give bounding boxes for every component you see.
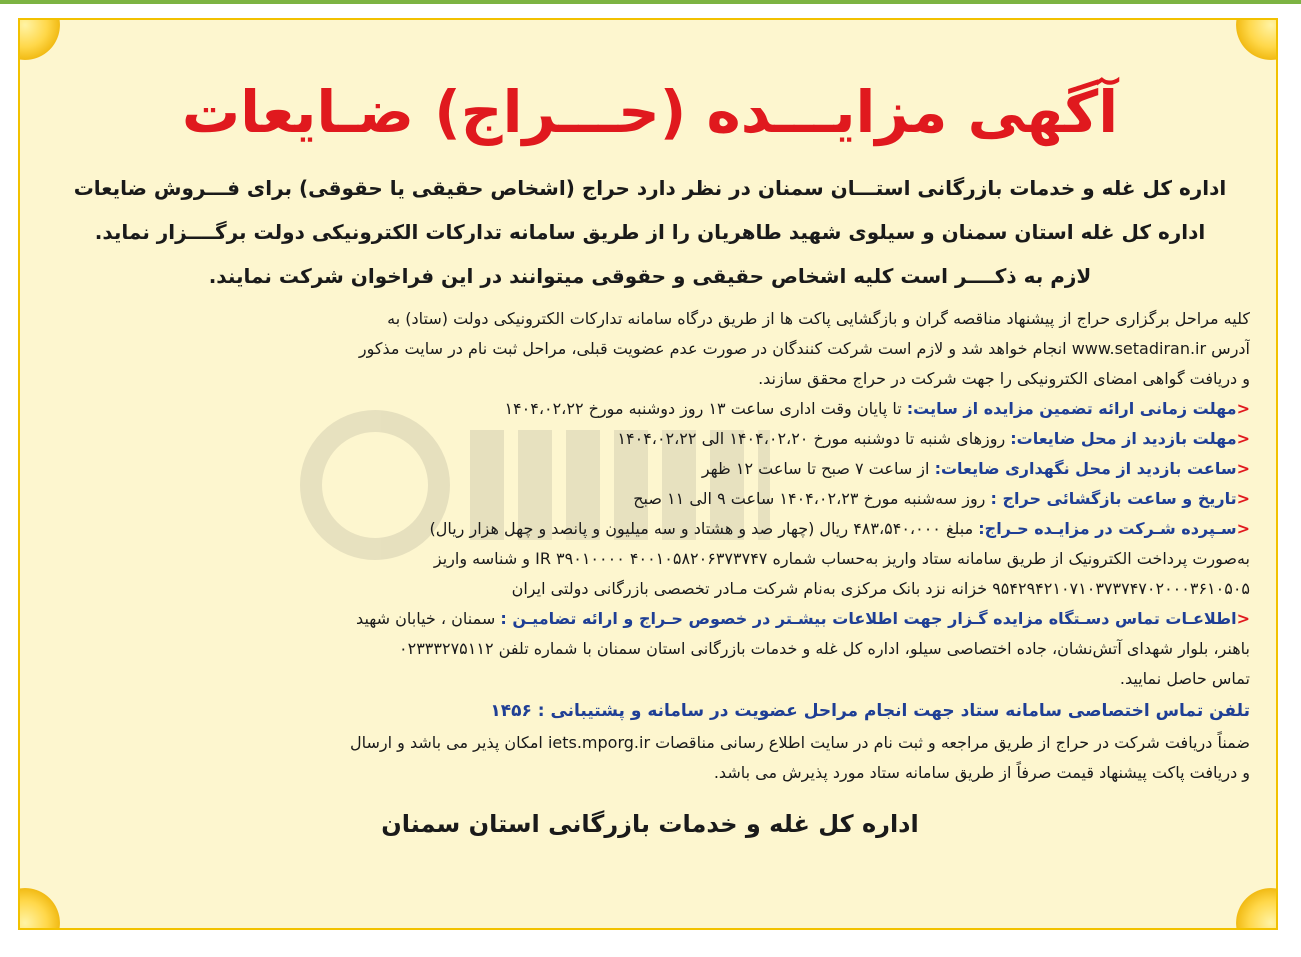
deposit-detail-line: ۹۵۴۲۹۴۲۱۰۷۱۰۳۷۳۷۴۷۰۲۰۰۰۳۶۱۰۵۰۵ خزانه نزد بانک مرکزی به‌نام شرکت مـادر تخصصی بازرگانی دولتی ایران <box>511 579 1250 598</box>
notice-frame <box>18 18 1278 930</box>
corner-ornament-icon <box>1236 18 1278 60</box>
item-value: سمنان ، خیابان شهید <box>356 609 501 628</box>
intro-block <box>50 166 1250 298</box>
item-label: اطلاعـات تماس دسـتگاه مزایده گـزار جهت اطلاعات بیشـتر در خصوص حـراج و ارائه تضامیـن : <box>500 609 1237 628</box>
contact-detail-line: تماس حاصل نمایید. <box>1119 669 1250 688</box>
contact-item <box>50 604 1250 634</box>
corner-ornament-icon <box>18 888 60 930</box>
paragraph-line: کلیه مراحل برگزاری حراج از پیشنهاد مناقصه گران و بازگشایی پاکت ها از طریق درگاه سامانه تدارکات الکترونیکی دولت (ستاد) به <box>387 309 1250 328</box>
deadline-guarantee-item <box>50 394 1250 424</box>
bullet-arrow-icon: < <box>1236 489 1250 508</box>
item-label: مهلت بازدید از محل ضایعات: <box>1010 429 1237 448</box>
paragraph-line: آدرس www.setadiran.ir انجام خواهد شد و لازم است شرکت کنندگان در صورت عدم عضویت قبلی، مراحل ثبت نام در سایت مذکور <box>358 339 1250 358</box>
contact-detail-line: باهنر، بلوار شهدای آتش‌نشان، جاده اختصاصی سیلو، اداره کل غله و خدمات بازرگانی استان سمنان با شماره تلفن ۰۲۳۳۳۲۷۵۱۱۲ <box>399 639 1250 658</box>
item-value: تا پایان وقت اداری ساعت ۱۳ روز دوشنبه مورخ ۱۴۰۴،۰۲،۲۲ <box>504 399 907 418</box>
corner-ornament-icon <box>1236 888 1278 930</box>
paragraph-line: و دریافت گواهی امضای الکترونیکی را جهت شرکت در حراج محقق سازند. <box>758 369 1250 388</box>
item-value: مبلغ ۴۸۳،۵۴۰،۰۰۰ ریال (چهار صد و هشتاد و سه میلیون و پانصد و چهل هزار ریال) <box>429 519 979 538</box>
visit-hours-item <box>50 454 1250 484</box>
notice-title: آگهی مزایـــده (حـــراج) ضـایعات <box>181 78 1119 146</box>
bullet-arrow-icon: < <box>1236 429 1250 448</box>
item-label: مهلت زمانی ارائه تضمین مزایده از سایت: <box>906 399 1237 418</box>
corner-ornament-icon <box>18 18 60 60</box>
bullet-arrow-icon: < <box>1236 399 1250 418</box>
item-value: از ساعت ۷ صبح تا ساعت ۱۲ ظهر <box>701 459 935 478</box>
deposit-detail-line: به‌صورت پرداخت الکترونیک از طریق سامانه ستاد واریز به‌حساب شماره ۴۰۰۱۰۵۸۲۰۶۳۷۳۷۴۷ IR ۳۹۰۱۰۰۰۰ و شناسه واریز <box>433 549 1250 568</box>
item-label: تاریخ و ساعت بازگشائی حراج : <box>990 489 1237 508</box>
notice-body <box>50 304 1250 788</box>
opening-date-item <box>50 484 1250 514</box>
intro-line: لازم به ذکــــر است کلیه اشخاص حقیقی و حقوقی میتوانند در این فراخوان شرکت نمایند. <box>208 264 1092 288</box>
bullet-arrow-icon: < <box>1236 519 1250 538</box>
closing-line: ضمناً دریافت شرکت در حراج از طریق مراجعه و ثبت نام در سایت اطلاع رسانی مناقصات iets.mporg.ir امکان پذیر می باشد و ارسال <box>349 733 1250 752</box>
intro-line: اداره کل غله استان سمنان و سیلوی شهید طاهریان را از طریق سامانه تدارکات الکترونیکی دولت برگــــزار نماید. <box>94 220 1206 244</box>
intro-line: اداره کل غله و خدمات بازرگانی استـــان سمنان در نظر دارد حراج (اشخاص حقیقی یا حقوقی) برای فـــروش ضایعات <box>73 176 1227 200</box>
top-green-bar <box>0 0 1301 4</box>
deposit-item <box>50 514 1250 544</box>
item-label: ساعت بازدید از محل نگهداری ضایعات: <box>934 459 1237 478</box>
bullet-arrow-icon: < <box>1236 459 1250 478</box>
signature: اداره کل غله و خدمات بازرگانی استان سمنان <box>381 810 919 838</box>
item-label: سـپرده شـرکت در مزایـده حـراج: <box>978 519 1237 538</box>
closing-line: و دریافت پاکت پیشنهاد قیمت صرفاً از طریق سامانه ستاد مورد پذیرش می باشد. <box>713 763 1250 782</box>
item-value: روز سه‌شنبه مورخ ۱۴۰۴،۰۲،۲۳ ساعت ۹ الی ۱۱ صبح <box>633 489 991 508</box>
item-value: روزهای شنبه تا دوشنبه مورخ ۱۴۰۴،۰۲،۲۰ الی ۱۴۰۴،۰۲،۲۲ <box>617 429 1011 448</box>
notice-content <box>50 70 1250 844</box>
bullet-arrow-icon: < <box>1236 609 1250 628</box>
visit-deadline-item <box>50 424 1250 454</box>
support-phone-line: تلفن تماس اختصاصی سامانه ستاد جهت انجام مراحل عضویت در سامانه و پشتیبانی : ۱۴۵۶ <box>490 701 1250 721</box>
